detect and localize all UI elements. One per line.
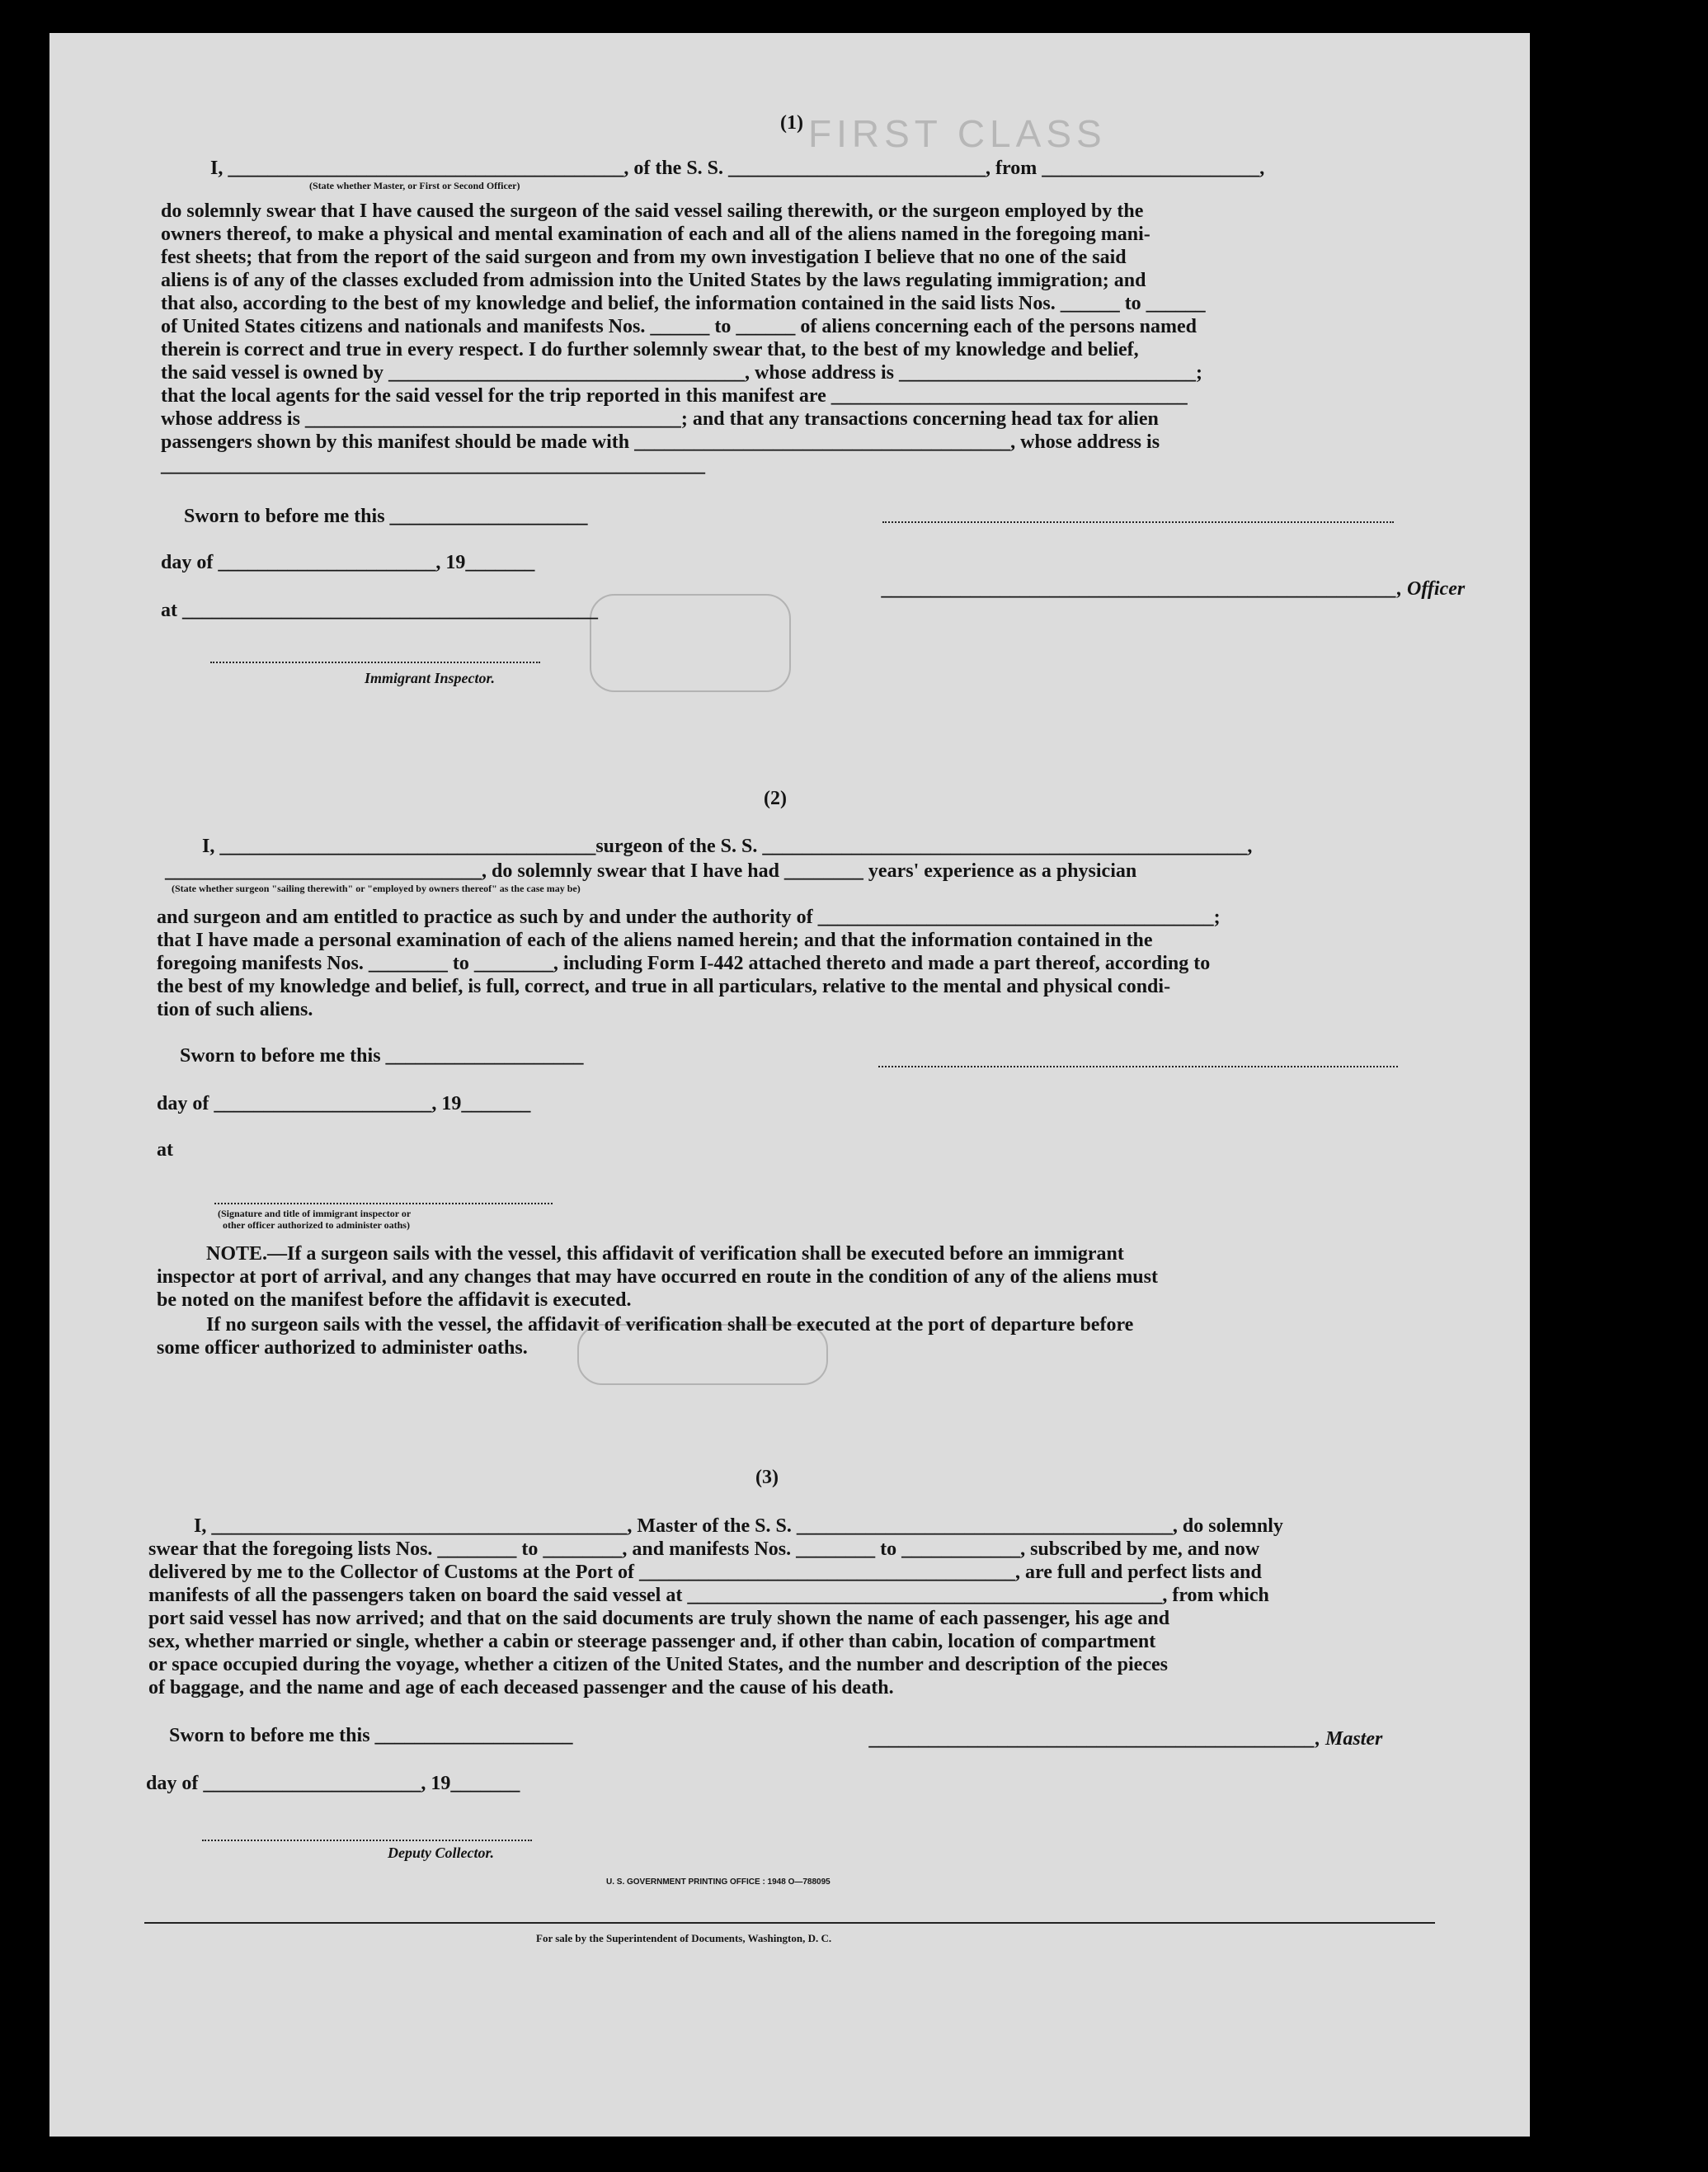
section-3-line: sex, whether married or single, whether a cabin or steerage passenger and, if other than cabin, location of compartment <box>148 1631 1156 1652</box>
section-3-line: or space occupied during the voyage, whether a citizen of the United States, and the number and description of the pieces <box>148 1654 1168 1675</box>
deputy-signature-line <box>202 1840 532 1841</box>
sworn-line: Sworn to before me this ____________________ <box>184 506 588 527</box>
section-1-line: of United States citizens and nationals and manifests Nos. ______ to ______ of aliens concerning each of the persons named <box>161 316 1197 337</box>
section-3-number: (3) <box>755 1467 779 1488</box>
bleed-through-stamp <box>590 594 791 692</box>
gpo-imprint: U. S. GOVERNMENT PRINTING OFFICE : 1948 O—788095 <box>606 1878 830 1887</box>
section-2-line: I, ______________________________________surgeon of the S. S. _________________________________________________, <box>202 836 1253 857</box>
inspector-label: Immigrant Inspector. <box>365 670 496 686</box>
surgeon-signature-line <box>878 1066 1398 1067</box>
inspector-signature-line <box>210 662 540 663</box>
manifest-page <box>49 33 1530 2137</box>
section-2-line: and surgeon and am entitled to practice as such by and under the authority of ________________________________________; <box>157 907 1221 928</box>
note-line: be noted on the manifest before the affidavit is executed. <box>157 1289 632 1311</box>
day-of-line: day of ______________________, 19_______ <box>157 1093 531 1114</box>
section-1-line: I, ________________________________________, of the S. S. __________________________, from ______________________, <box>210 158 1265 179</box>
sale-notice: For sale by the Superintendent of Documents, Washington, D. C. <box>536 1932 832 1944</box>
section-1-number: (1) <box>780 112 803 134</box>
day-of-line: day of ______________________, 19_______ <box>161 552 535 573</box>
note-line: If no surgeon sails with the vessel, the affidavit of verification shall be executed at the port of departure before <box>206 1314 1134 1336</box>
section-3-line: swear that the foregoing lists Nos. ________ to ________, and manifests Nos. ________ to ____________, subscribed by me, and now <box>148 1538 1260 1560</box>
at-line: at __________________________________________ <box>161 600 598 621</box>
signature-note: other officer authorized to administer oaths) <box>223 1219 410 1231</box>
section-1-line: _______________________________________________________ <box>161 455 705 476</box>
sworn-line: Sworn to before me this ____________________ <box>180 1045 584 1067</box>
section-2-line: tion of such aliens. <box>157 999 313 1020</box>
note-line: inspector at port of arrival, and any changes that may have occurred en route in the condition of any of the aliens must <box>157 1266 1158 1288</box>
section-2-line: ________________________________, do solemnly swear that I have had ________ years' experience as a physician <box>165 860 1137 882</box>
section-1-line: that the local agents for the said vessel for the trip reported in this manifest are ____________________________________ <box>161 385 1188 407</box>
section-1-line: therein is correct and true in every respect. I do further solemnly swear that, to the best of my knowledge and belief, <box>161 339 1139 360</box>
note-line: NOTE.—If a surgeon sails with the vessel, this affidavit of verification shall be executed before an immigrant <box>206 1243 1124 1265</box>
officer-label: ____________________________________________________, Officer <box>882 578 1466 600</box>
section-3-line: delivered by me to the Collector of Customs at the Port of ______________________________________, are full and perfect lists and <box>148 1562 1262 1583</box>
surgeon-note: (State whether surgeon "sailing therewith" or "employed by owners thereof" as the case may be) <box>172 883 581 894</box>
signature-note: (Signature and title of immigrant inspector or <box>218 1208 412 1219</box>
section-3-line: manifests of all the passengers taken on board the said vessel at ________________________________________________, from which <box>148 1585 1269 1606</box>
day-of-line: day of ______________________, 19_______ <box>146 1773 520 1794</box>
section-1-line: owners thereof, to make a physical and mental examination of each and all of the aliens named in the foregoing mani- <box>161 224 1150 245</box>
deputy-label: Deputy Collector. <box>388 1845 494 1861</box>
bleed-through-title: FIRST CLASS <box>808 112 1107 155</box>
section-3-line: of baggage, and the name and age of each deceased passenger and the cause of his death. <box>148 1677 894 1698</box>
section-1-line: that also, according to the best of my knowledge and belief, the information contained in the said lists Nos. ______ to ______ <box>161 293 1206 314</box>
note-line: some officer authorized to administer oaths. <box>157 1337 528 1359</box>
section-1-line: the said vessel is owned by ____________________________________, whose address is ______________________________; <box>161 362 1202 384</box>
section-2-line: the best of my knowledge and belief, is full, correct, and true in all particulars, relative to the mental and physical condi- <box>157 976 1171 997</box>
section-1-line: fest sheets; that from the report of the said surgeon and from my own investigation I believe that no one of the said <box>161 247 1127 268</box>
section-1-line: do solemnly swear that I have caused the surgeon of the said vessel sailing therewith, or the surgeon employed by the <box>161 200 1144 222</box>
section-1-line: aliens is of any of the classes excluded from admission into the United States by the laws regulating immigration; and <box>161 270 1146 291</box>
master-note: (State whether Master, or First or Second Officer) <box>309 180 520 191</box>
inspector-signature-line <box>214 1203 553 1204</box>
section-1-line: whose address is ______________________________________; and that any transactions concerning head tax for alien <box>161 408 1159 430</box>
section-2-line: that I have made a personal examination of each of the aliens named herein; and that the information contained in the <box>157 930 1153 951</box>
section-3-line: port said vessel has now arrived; and that on the said documents are truly shown the name of each passenger, his age and <box>148 1608 1170 1629</box>
sworn-line: Sworn to before me this ____________________ <box>169 1725 573 1746</box>
officer-signature-line <box>882 521 1394 523</box>
master-label: _____________________________________________, Master <box>870 1728 1383 1750</box>
section-2-line: foregoing manifests Nos. ________ to ________, including Form I-442 attached thereto and made a part thereof, according to <box>157 953 1211 974</box>
section-2-number: (2) <box>764 788 787 809</box>
footer-rule <box>144 1922 1435 1924</box>
section-3-line: I, __________________________________________, Master of the S. S. ______________________________________, do solemnly <box>194 1515 1283 1537</box>
at-line: at <box>157 1139 173 1161</box>
section-1-line: passengers shown by this manifest should be made with ______________________________________, whose address is <box>161 431 1160 453</box>
